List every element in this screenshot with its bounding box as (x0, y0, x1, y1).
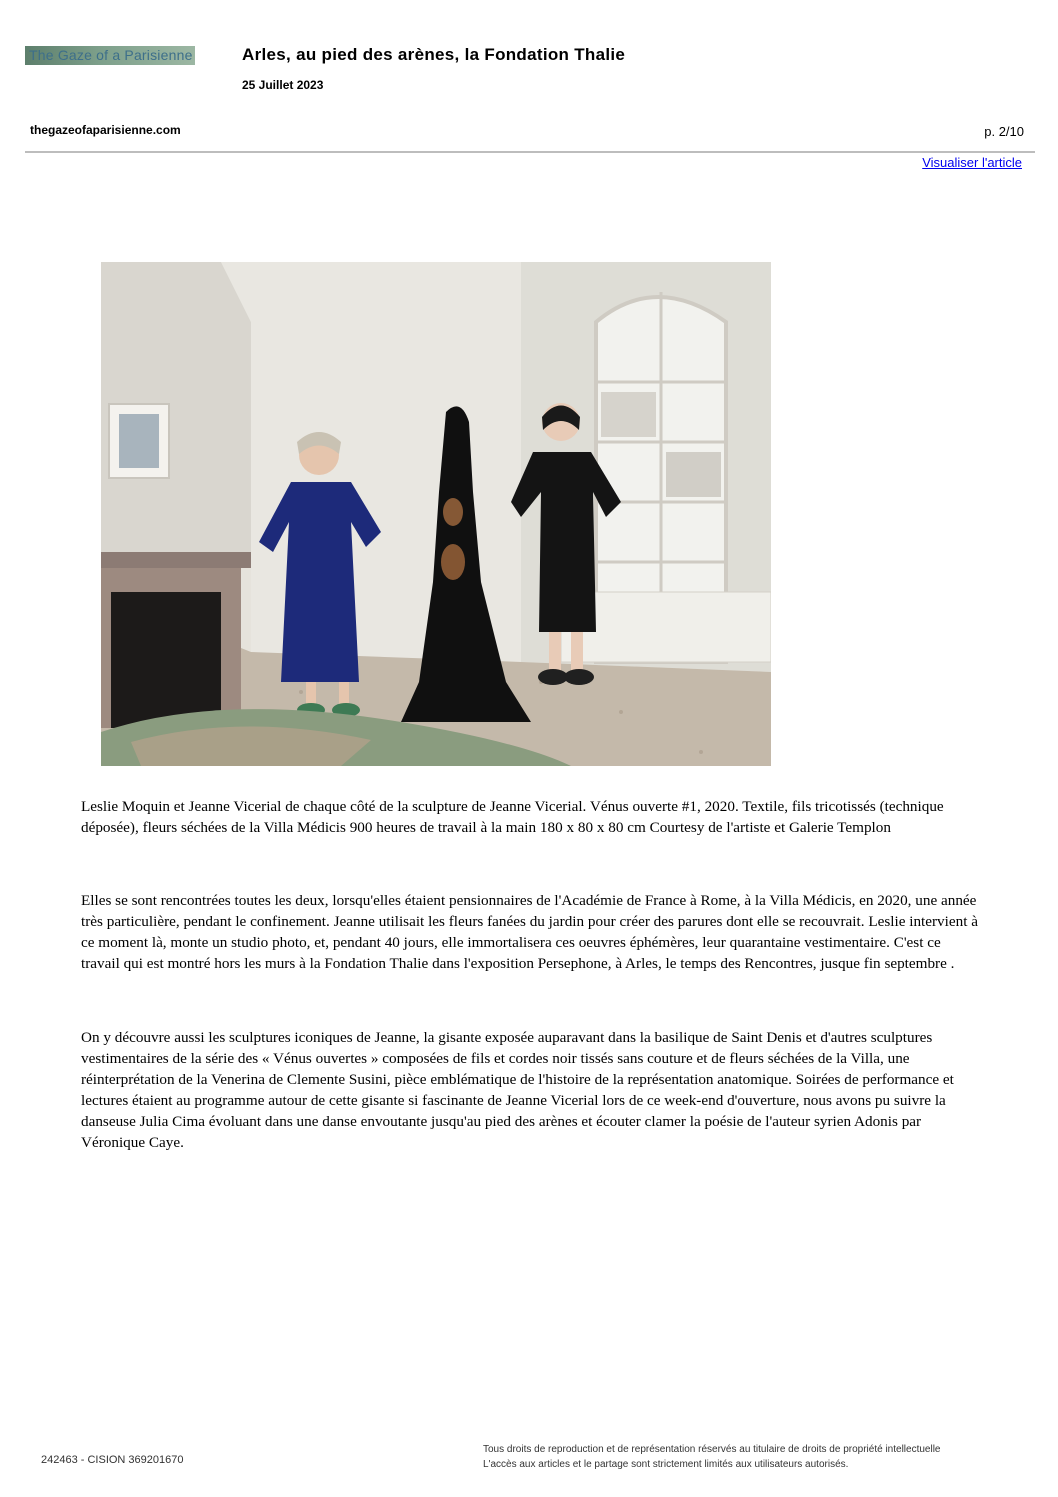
header-divider (25, 151, 1035, 153)
view-article-link[interactable]: Visualiser l'article (922, 155, 1022, 170)
publication-logo (25, 46, 195, 65)
photo-caption: Leslie Moquin et Jeanne Vicerial de chaque côté de la sculpture de Jeanne Vicerial. Vénus ouverte #1, 2020. Textile, fils tricotissés (technique déposée), fleurs séchées de la Villa Médicis 900 heures de travail à la main 180 x 80 x 80 cm Courtesy de l'artiste et Galerie Templon (81, 798, 944, 836)
gallery-scene-image (101, 262, 771, 766)
page-number: p. 2/10 (984, 124, 1024, 139)
rights-notice (483, 1442, 941, 1472)
cision-reference: 242463 - CISION 369201670 (41, 1454, 184, 1466)
article-date: 25 Juillet 2023 (242, 78, 324, 92)
article-paragraph-1: Elles se sont rencontrées toutes les deux, lorsqu'elles étaient pensionnaires de l'Académie de France à Rome, à la Villa Médicis, en 2020, une année très particulière, pendant le confinement. Jeanne utilisait les fleurs fanées du jardin pour créer des parures dont elle se recouvrait. Leslie intervient à ce moment là, monte un studio photo, et, pendant 40 jours, elle immortalisera ces oeuvres éphémères, leur quarantaine vestimentaire. C'est ce travail qui est montré hors les murs à la Fondation Thalie dans l'exposition Persephone, à Arles, le temps des Rencontres, jusque fin septembre . (81, 892, 978, 972)
article-photo (101, 262, 771, 766)
article-title: Arles, au pied des arènes, la Fondation Thalie (242, 45, 626, 64)
rights-line-1: Tous droits de reproduction et de représentation réservés au titulaire de droits de propriété intellectuelle (483, 1444, 941, 1455)
source-site: thegazeofaparisienne.com (30, 123, 181, 137)
logo-text: The Gaze of a Parisienne (29, 47, 193, 63)
article-paragraph-2: On y découvre aussi les sculptures iconiques de Jeanne, la gisante exposée auparavant dans la basilique de Saint Denis et d'autres sculptures vestimentaires de la série des « Vénus ouvertes » composées de fils et cordes noir tissés sans couture et de fleurs séchées de la Villa, une réinterprétation de la Venerina de Clemente Susini, pièce emblématique de l'histoire de la représentation anatomique. Soirées de performance et lectures étaient au programme autour de cette gisante si fascinante de Jeanne Vicerial lors de ce week-end d'ouverture, nous avons pu suivre la danseuse Julia Cima évoluant dans une danse envoutante jusqu'au pied des arènes et écouter clamer la poésie de l'auteur syrien Adonis par Véronique Caye. (81, 1029, 954, 1151)
rights-line-2: L'accès aux articles et le partage sont strictement limités aux utilisateurs autorisés. (483, 1459, 849, 1470)
